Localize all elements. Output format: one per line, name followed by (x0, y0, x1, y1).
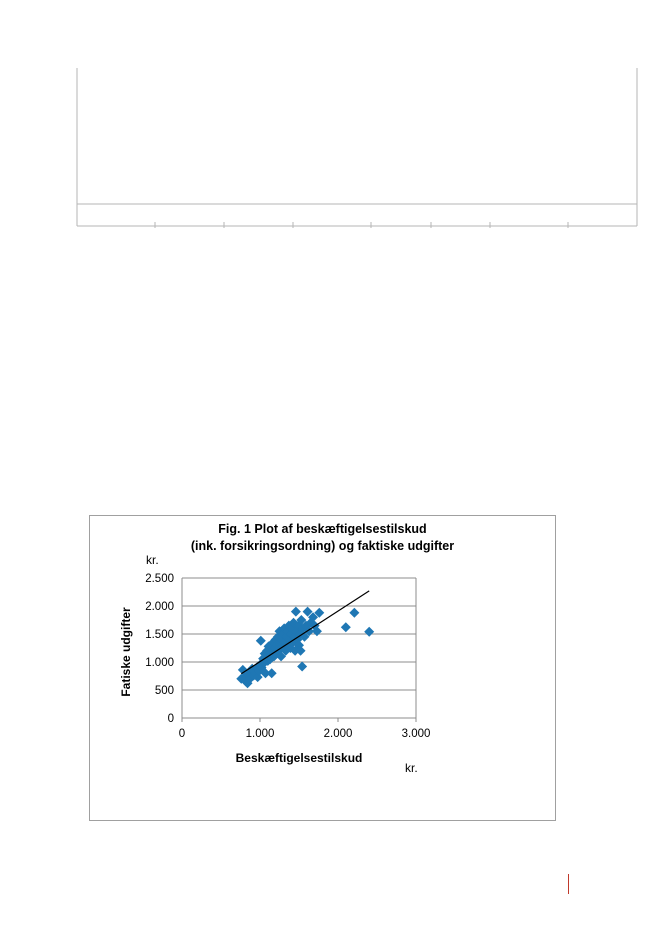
x-axis-unit: kr. (405, 761, 418, 775)
data-point (297, 661, 307, 671)
table-grid (0, 0, 661, 240)
x-tick-label: 1.000 (245, 728, 275, 740)
data-points (236, 607, 374, 689)
data-point (256, 636, 266, 646)
y-axis-label: Fatiske udgifter (119, 607, 133, 697)
x-axis-label: Beskæftigelsestilskud (235, 751, 363, 765)
x-tick-label: 2.000 (323, 728, 353, 740)
data-point (291, 607, 301, 617)
trendline-group (241, 591, 369, 674)
data-point (267, 668, 277, 678)
page-number-marker (568, 874, 569, 894)
y-axis-unit: kr. (146, 553, 159, 567)
y-tick-label: 1.000 (145, 657, 174, 669)
y-tick-label: 2.000 (145, 601, 174, 613)
data-point (364, 627, 374, 637)
y-tick-label: 1.500 (145, 629, 174, 641)
x-tick-label: 0 (178, 728, 186, 740)
chart-subtitle: (ink. forsikringsordning) og faktiske udgifter (190, 539, 455, 553)
axes (145, 573, 430, 740)
chart-title: Fig. 1 Plot af beskæftigelsestilskud (218, 522, 427, 536)
scatter-plot (90, 516, 555, 820)
trendline (241, 591, 369, 674)
x-tick-label: 3.000 (401, 728, 431, 740)
table-column-ticks (155, 222, 568, 228)
y-tick-label: 500 (154, 685, 174, 697)
table-fragment (0, 0, 661, 240)
y-tick-label: 2.500 (145, 573, 174, 585)
y-tick-label: 0 (167, 713, 174, 725)
chart-container (89, 515, 556, 821)
data-point (349, 608, 359, 618)
data-point (341, 622, 351, 632)
